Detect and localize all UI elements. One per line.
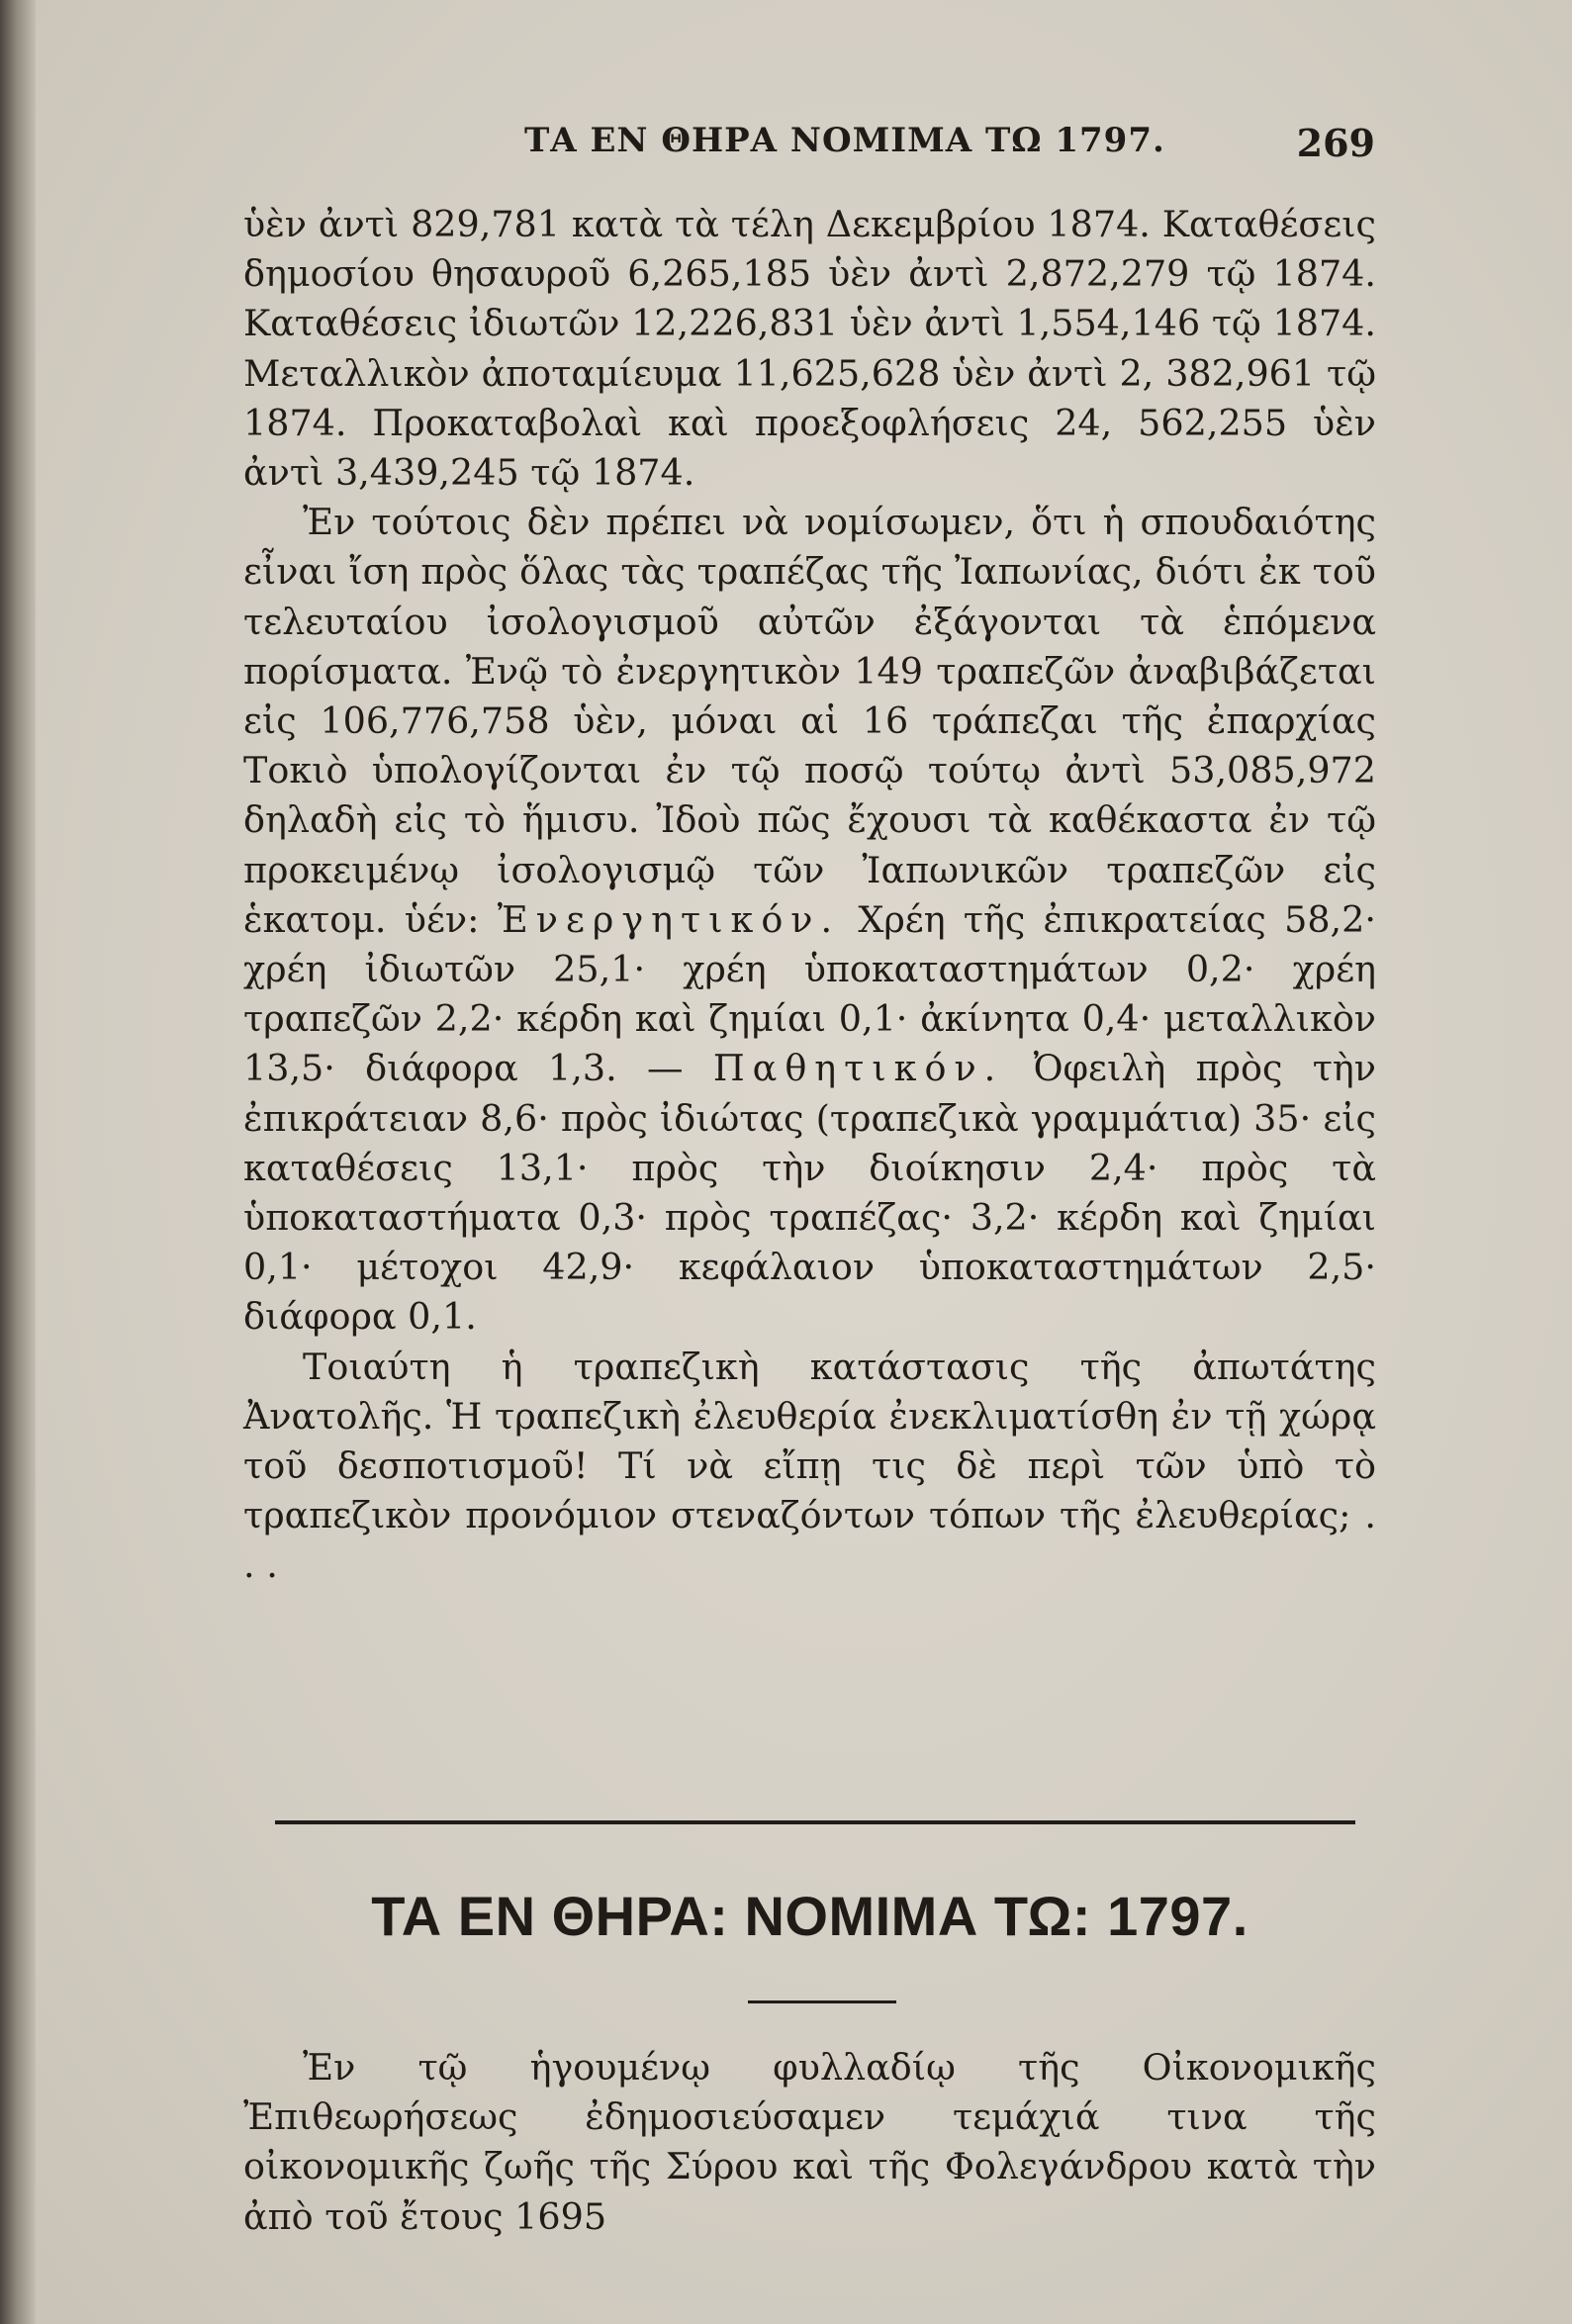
article-2-title: ΤΑ ΕΝ ΘΗΡΑ: ΝΟΜΙΜΑ ΤΩ: 1797. [371, 1885, 1248, 1947]
active-label: Ἐνεργητικόν. [497, 897, 841, 941]
book-spine-shadow [0, 0, 36, 2324]
page-number: 269 [1296, 121, 1375, 165]
paragraph-text: Ἐν τούτοις δὲν πρέπει νὰ νομίσωμεν, ὅτι ἡ σπουδαιότης εἶναι ἴση πρὸς ὅλας τὰς τραπέζας τῆς Ἰαπωνίας, διότι ἐκ τοῦ τελευταίου ἰσολογισμοῦ αὐτῶν ἐξάγονται τὰ ἑπόμενα πορίσματα. Ἐνῷ τὸ ἐνεργητικὸν 149 τραπεζῶν ἀναβιβάζεται εἰς 106,776,758 ὑὲν, μόναι αἱ 16 τράπεζαι τῆς ἐπαρχίας Τοκιὸ ὑπολογίζονται ἐν τῷ ποσῷ τούτῳ ἀντὶ 53,085,972 δηλαδὴ εἰς τὸ ἥμισυ. Ἰδοὺ πῶς ἔχουσι τὰ καθέκαστα ἐν τῷ προκειμένῳ ἰσολογισμῷ τῶν Ἰαπωνικῶν τραπεζῶν εἰς ἑκατομ. ὑέν: [243, 501, 1376, 941]
paragraph: ὑὲν ἀντὶ 829,781 κατὰ τὰ τέλη Δεκεμβρίου 1874. Καταθέσεις δημοσίου θησαυροῦ 6,265,185 ὑὲν ἀντὶ 2,872,279 τῷ 1874. Καταθέσεις ἰδιωτῶν 12,226,831 ὑὲν ἀντὶ 1,554,146 τῷ 1874. Μεταλλικὸν ἀποταμίευμα 11,625,628 ὑὲν ἀντὶ 2, 382,961 τῷ 1874. Προκαταβολαὶ καὶ προεξοφλήσεις 24, 562,255 ὑὲν ἀντὶ 3,439,245 τῷ 1874. [243, 203, 1376, 495]
passive-items: Ὀφειλὴ πρὸς τὴν ἐπικράτειαν 8,6· πρὸς ἰδιώτας (τραπεζικὰ γραμμάτια) 35· εἰς καταθέσεις 13,1· πρὸς τὴν διοίκησιν 2,4· πρὸς τὰ ὑποκαταστήματα 0,3· πρὸς τραπέζας· 3,2· κέρδη καὶ ζημίαι 0,1· μέτοχοι 42,9· κεφάλαιον ὑποκαταστημάτων 2,5· διάφορα 0,1. [243, 1047, 1376, 1339]
article-1-body [243, 200, 1376, 1591]
active-items: Χρέη τῆς ἐπικρατείας 58,2· χρέη ἰδιωτῶν 25,1· χρέη ὑποκαταστημάτων 0,2· χρέη τραπεζῶν 2,2· κέρδη καὶ ζημίαι 0,1· ἀκίνητα 0,4· μεταλλικὸν 13,5· διάφορα 1,3. [243, 897, 1376, 1090]
paragraph [243, 498, 1376, 1342]
dash: — [647, 1047, 684, 1090]
paragraph: Τοιαύτη ἡ τραπεζικὴ κατάστασις τῆς ἀπωτάτης Ἀνατολῆς. Ἡ τραπεζικὴ ἐλευθερία ἐνεκλιματίσθη ἐν τῇ χώρᾳ τοῦ δεσποτισμοῦ! Τί νὰ εἴπῃ τις δὲ περὶ τῶν ὑπὸ τὸ τραπεζικὸν προνόμιον στεναζόντων τόπων τῆς ἐλευθερίας; . . . [243, 1345, 1376, 1587]
running-header [237, 121, 1375, 170]
running-title: ΤΑ ΕΝ ΘΗΡΑ ΝΟΜΙΜΑ ΤΩ 1797. [524, 121, 1165, 160]
section-divider [275, 1820, 1355, 1824]
passive-label: Παθητικόν. [712, 1047, 1004, 1090]
paragraph: Ἐν τῷ ἡγουμένῳ φυλλαδίῳ τῆς Οἰκονομικῆς Ἐπιθεωρήσεως ἐδημοσιεύσαμεν τεμάχιά τινα τῆς οἰκονομικῆς ζωῆς τῆς Σύρου καὶ τῆς Φολεγάνδρου κατὰ τὴν ἀπὸ τοῦ ἔτους 1695 [243, 2046, 1376, 2238]
title-underline [748, 2000, 896, 2003]
article-2-body [243, 2043, 1376, 2242]
